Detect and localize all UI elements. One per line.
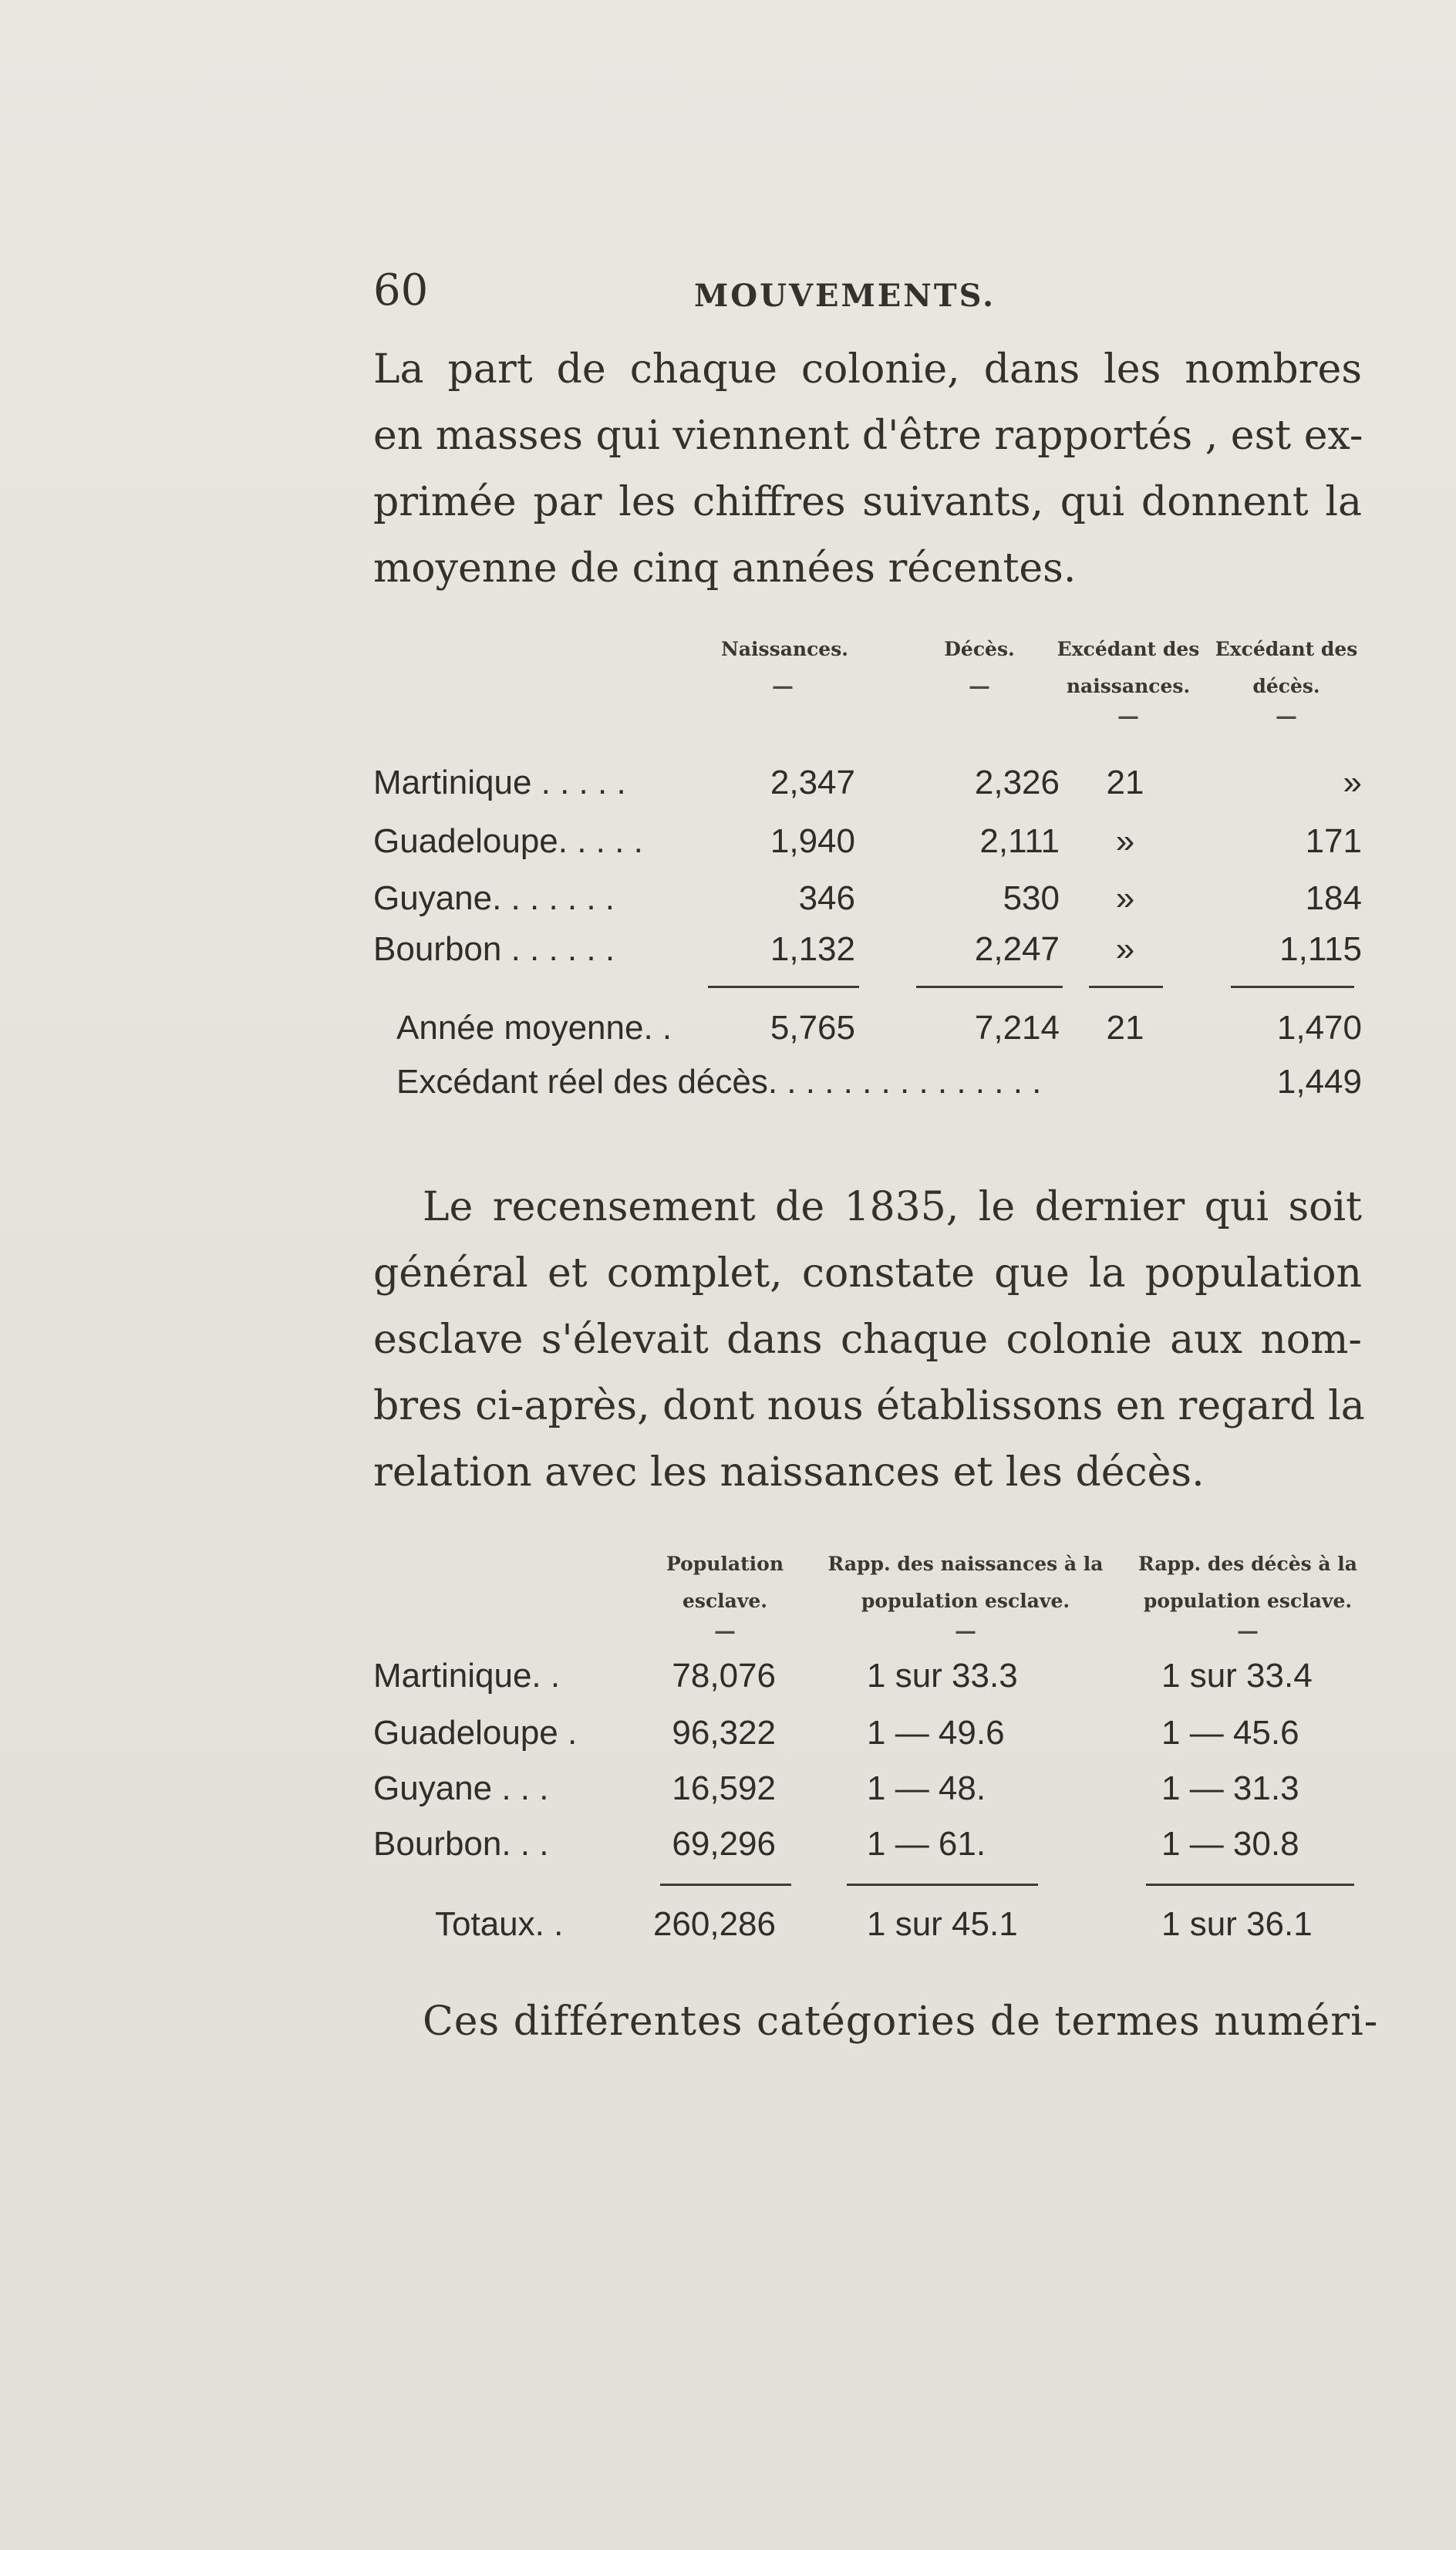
- text-line: primée par les chiffres suivants, qui donnent la: [373, 479, 1362, 525]
- cell-rapp-deces: 1 — 45.6: [1161, 1714, 1299, 1752]
- cell-excedant-deces: 184: [1305, 879, 1362, 917]
- sum-rule: [1089, 986, 1163, 988]
- cell-naissances: 5,765: [770, 1009, 855, 1047]
- text-line: La part de chaque colonie, dans les nombres: [373, 346, 1362, 393]
- row-label: Guadeloupe .: [373, 1714, 578, 1752]
- row-label: Guyane. . . . . . .: [373, 879, 615, 917]
- header-dash: —: [772, 673, 794, 699]
- cell-rapp-naissances: 1 sur 45.1: [867, 1905, 1018, 1943]
- cell-excedant-deces: 1,470: [1276, 1009, 1362, 1047]
- sum-rule: [708, 986, 859, 988]
- cell-deces: 530: [1003, 879, 1060, 917]
- cell-excedant-deces: 171: [1305, 822, 1362, 860]
- header-dash: —: [969, 673, 990, 699]
- cell-naissances: 1,132: [770, 930, 855, 968]
- cell-rapp-deces: 1 — 30.8: [1161, 1825, 1299, 1863]
- cell-excedant-naissances: 21: [1106, 764, 1144, 801]
- cell-excedant-deces: »: [1343, 764, 1362, 801]
- column-header-deces: [941, 631, 1018, 705]
- cell-deces: 2,111: [979, 822, 1060, 860]
- header-line: Rapp. des décès à la: [1138, 1553, 1357, 1575]
- text-line: Le recensement de 1835, le dernier qui soit: [423, 1184, 1362, 1230]
- row-label: Année moyenne. .: [396, 1009, 672, 1047]
- text-line: moyenne de cinq années récentes.: [373, 545, 1077, 592]
- column-header-rapp-deces: [1132, 1546, 1363, 1643]
- text-line: en masses qui viennent d'être rapportés , est ex-: [373, 413, 1363, 459]
- cell-deces: 2,326: [974, 764, 1060, 801]
- cell-rapp-deces: 1 — 31.3: [1161, 1769, 1299, 1807]
- cell-excedant-naissances: »: [1115, 879, 1135, 917]
- column-header-excedant-naissances: [1047, 631, 1209, 728]
- cell-rapp-naissances: 1 — 61.: [867, 1825, 986, 1863]
- header-dash: —: [1276, 703, 1297, 729]
- row-label: Totaux. .: [435, 1905, 564, 1943]
- header-line: population esclave.: [861, 1590, 1070, 1612]
- cell-excedant-reel: 1,449: [1276, 1063, 1362, 1101]
- cell-rapp-deces: 1 sur 36.1: [1161, 1905, 1313, 1943]
- cell-rapp-naissances: 1 sur 33.3: [867, 1657, 1018, 1695]
- cell-naissances: 1,940: [770, 822, 855, 860]
- cell-excedant-naissances: 21: [1106, 1009, 1144, 1047]
- column-header-excedant-deces: [1209, 631, 1363, 728]
- sum-rule: [847, 1884, 1038, 1886]
- column-header-naissances: [721, 631, 848, 705]
- cell-naissances: 346: [798, 879, 855, 917]
- header-line: Naissances.: [721, 638, 848, 660]
- sum-rule: [660, 1884, 791, 1886]
- cell-excedant-deces: 1,115: [1279, 930, 1362, 968]
- text-line: Ces différentes catégories de termes numéri-: [423, 1999, 1379, 2045]
- header-line: Décès.: [944, 638, 1015, 660]
- text-line: général et complet, constate que la population: [373, 1250, 1362, 1297]
- header-line: population esclave.: [1143, 1590, 1353, 1612]
- paragraph-2: [373, 1174, 1365, 1506]
- sum-rule: [1146, 1884, 1354, 1886]
- page-number: 60: [373, 265, 429, 315]
- cell-population: 69,296: [672, 1825, 776, 1863]
- cell-population: 78,076: [672, 1657, 776, 1695]
- row-label: Guyane . . .: [373, 1769, 549, 1807]
- paragraph-1: [373, 336, 1362, 602]
- cell-rapp-naissances: 1 — 48.: [867, 1769, 986, 1807]
- cell-rapp-deces: 1 sur 33.4: [1161, 1657, 1313, 1695]
- row-label: Martinique. .: [373, 1657, 561, 1695]
- cell-deces: 2,247: [974, 930, 1060, 968]
- sum-rule: [916, 986, 1063, 988]
- cell-population: 260,286: [652, 1905, 776, 1943]
- header-line: Excédant des: [1215, 638, 1358, 660]
- row-label: Martinique . . . . .: [373, 764, 626, 801]
- header-dash: —: [955, 1618, 976, 1644]
- cell-deces: 7,214: [974, 1009, 1060, 1047]
- row-label: Bourbon . . . . . .: [373, 930, 615, 968]
- row-label: Guadeloupe. . . . .: [373, 822, 643, 860]
- header-line: Population: [666, 1553, 784, 1575]
- cell-population: 16,592: [672, 1769, 776, 1807]
- header-dash: —: [714, 1618, 736, 1644]
- header-line: naissances.: [1066, 675, 1191, 697]
- header-line: esclave.: [682, 1590, 768, 1612]
- row-label: Excédant réel des décès. . . . . . . . . . . . . . .: [396, 1063, 1042, 1101]
- header-line: décès.: [1252, 675, 1320, 697]
- text-line: bres ci-après, dont nous établissons en regard la: [373, 1383, 1365, 1429]
- header-dash: —: [1117, 703, 1139, 729]
- cell-naissances: 2,347: [770, 764, 855, 801]
- text-line: esclave s'élevait dans chaque colonie aux nom-: [373, 1317, 1362, 1363]
- cell-rapp-naissances: 1 — 49.6: [867, 1714, 1005, 1752]
- paragraph-3: [423, 1988, 1379, 2055]
- column-header-population: [663, 1546, 787, 1643]
- header-line: Excédant des: [1057, 638, 1200, 660]
- cell-excedant-naissances: »: [1115, 930, 1135, 968]
- sum-rule: [1231, 986, 1354, 988]
- running-head: MOUVEMENTS.: [694, 278, 996, 314]
- cell-population: 96,322: [672, 1714, 776, 1752]
- cell-excedant-naissances: »: [1115, 822, 1135, 860]
- header-dash: —: [1237, 1618, 1259, 1644]
- text-line: relation avec les naissances et les décès.: [373, 1449, 1205, 1496]
- header-line: Rapp. des naissances à la: [827, 1553, 1104, 1575]
- column-header-rapp-naissances: [827, 1546, 1104, 1643]
- row-label: Bourbon. . .: [373, 1825, 549, 1863]
